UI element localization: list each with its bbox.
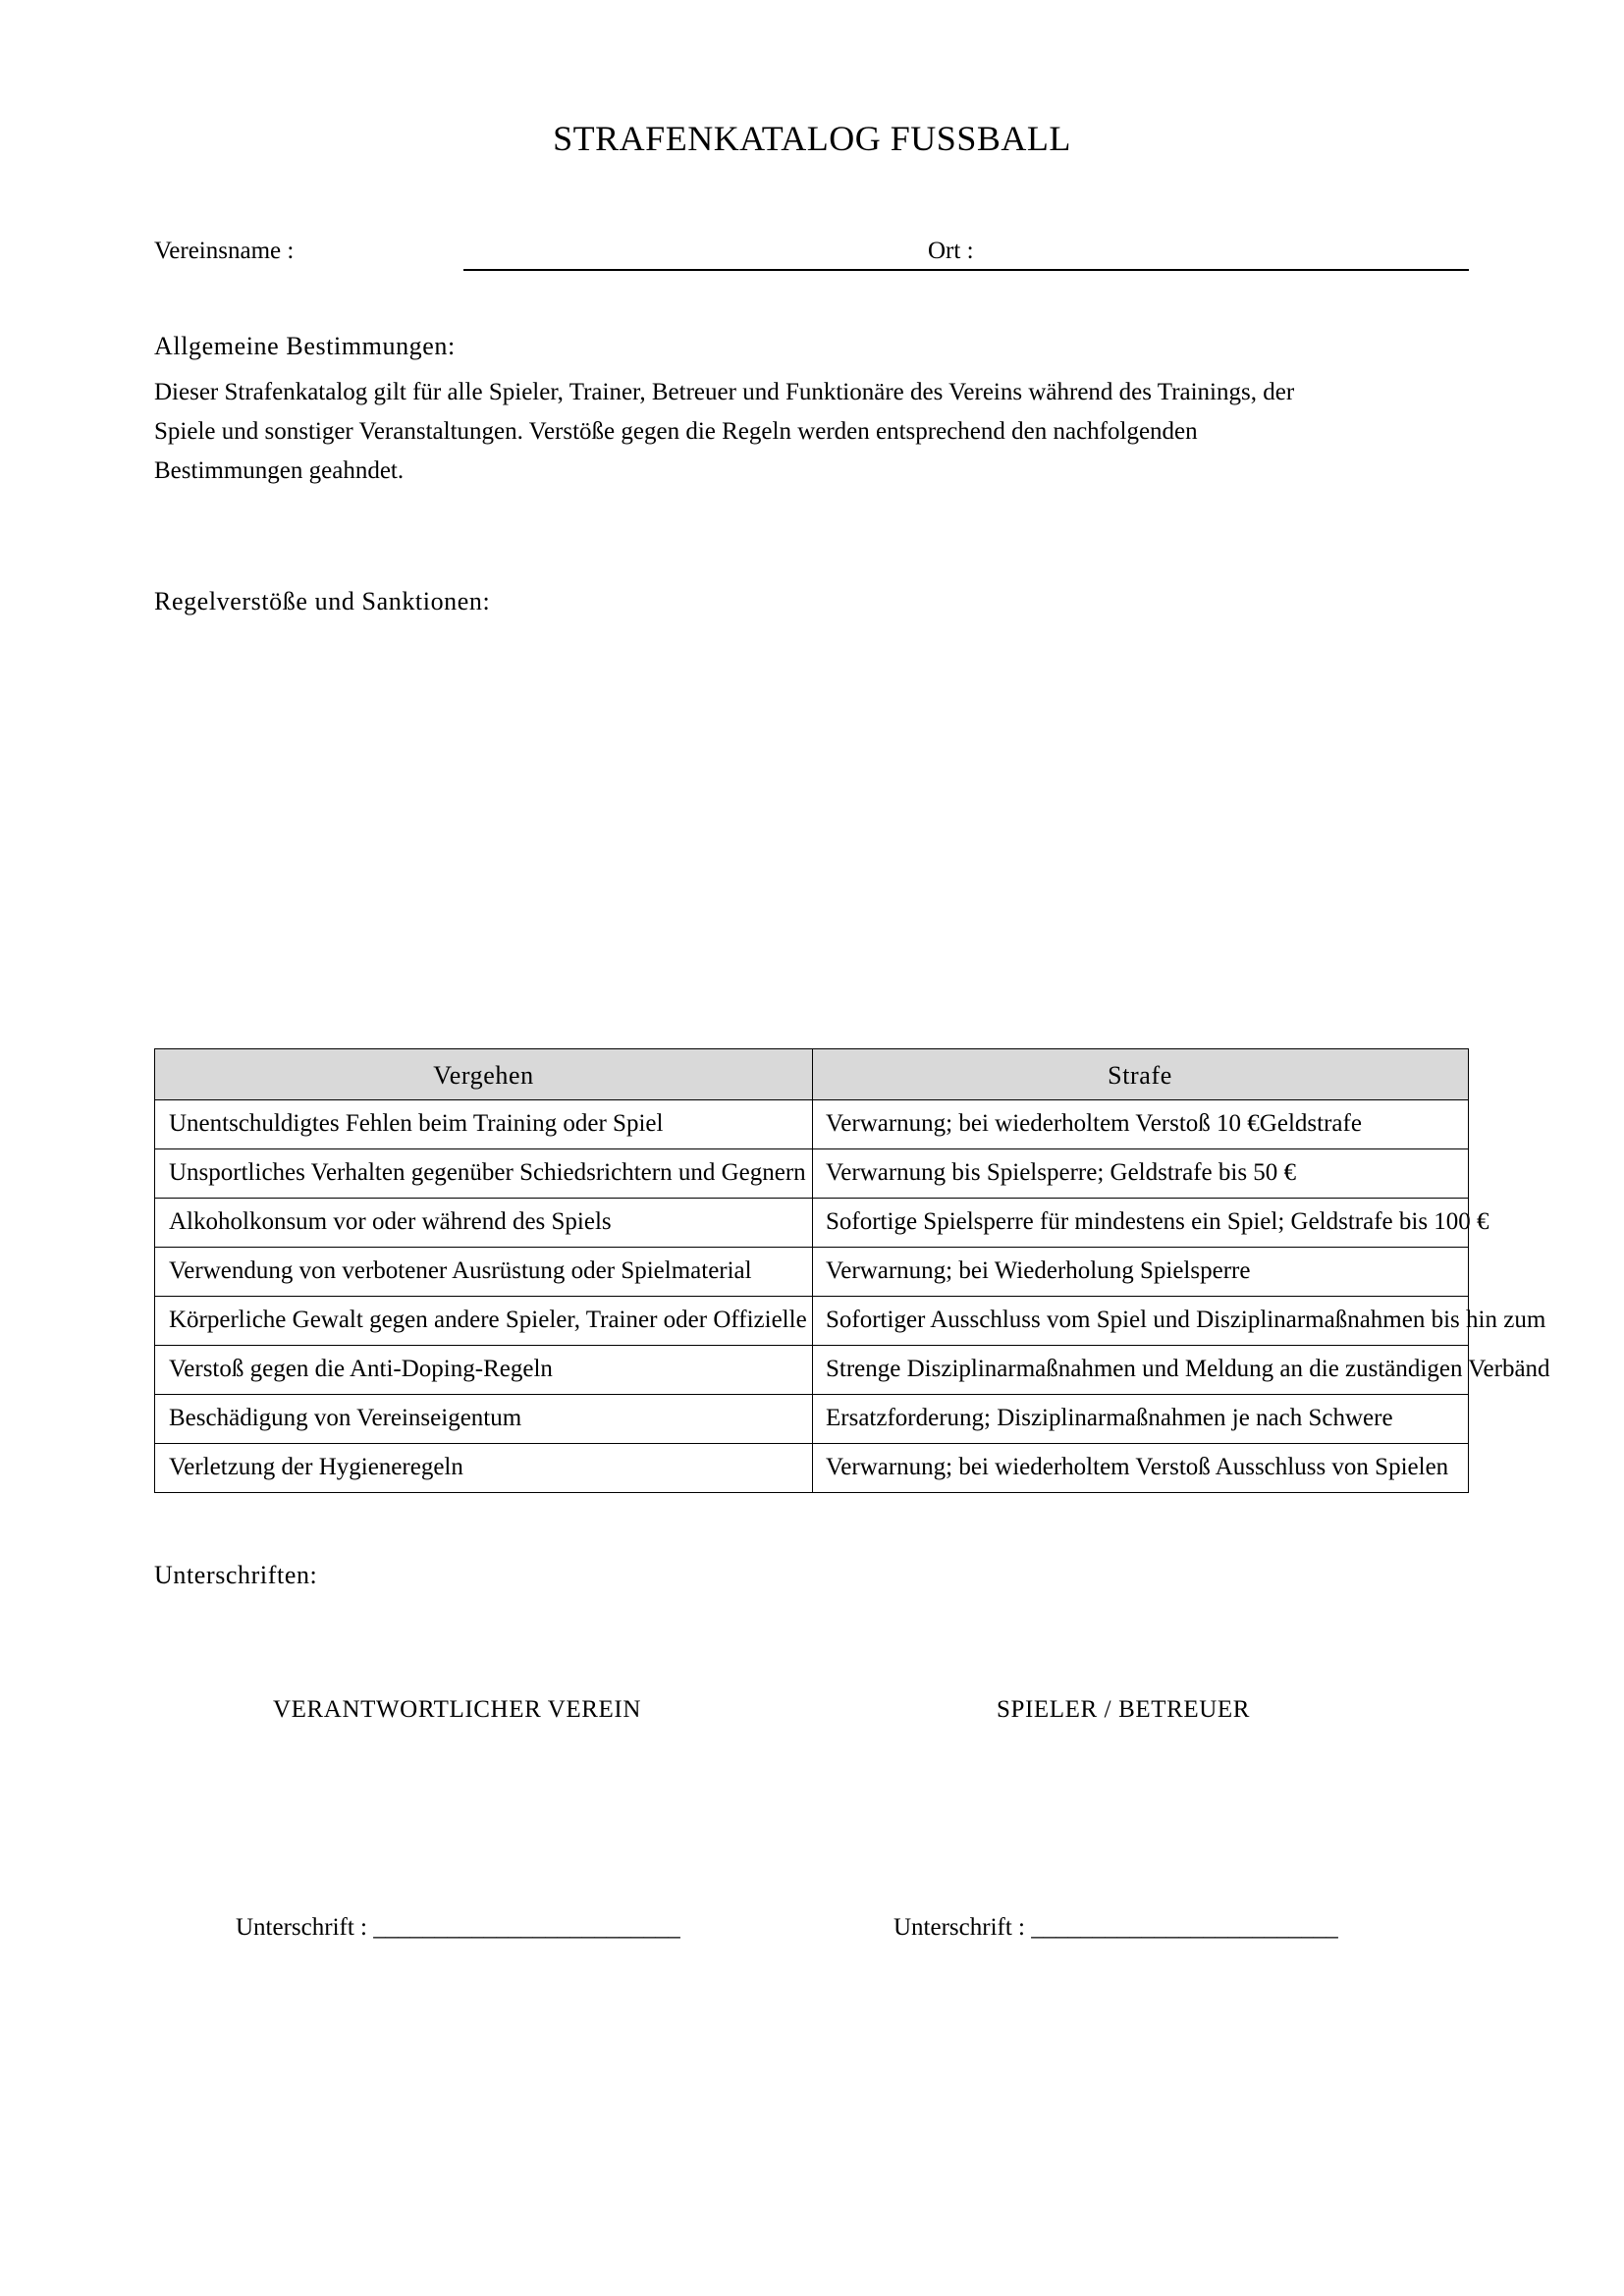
column-divider [812, 1149, 813, 1198]
general-provisions-heading: Allgemeine Bestimmungen: [154, 332, 456, 360]
club-name-label: Vereinsname : [154, 238, 295, 264]
table-row [155, 1345, 1550, 1394]
table-row [155, 1099, 1468, 1148]
signatures-heading: Unterschriften: [154, 1561, 318, 1589]
club-name-line[interactable] [463, 269, 1469, 271]
offense-cell: Beschädigung von Vereinseigentum [169, 1405, 522, 1431]
player-signature-title: SPIELER / BETREUER [997, 1696, 1251, 1723]
general-provisions-line: Dieser Strafenkatalog gilt für alle Spieler, Trainer, Betreuer und Funktionäre des Vereins während des Trainings, der [154, 379, 1295, 405]
table-row [155, 1198, 1489, 1247]
offense-cell: Alkoholkonsum vor oder während des Spiels [169, 1208, 612, 1235]
table-row [155, 1296, 1546, 1345]
general-provisions-text [154, 373, 1470, 491]
penalty-cell: Ersatzforderung; Disziplinarmaßnahmen je nach Schwere [826, 1405, 1393, 1431]
general-provisions-line: Spiele und sonstiger Veranstaltungen. Verstöße gegen die Regeln werden entsprechend den nachfolgenden [154, 418, 1198, 445]
header-offense: Vergehen [433, 1061, 534, 1090]
club-signature-line[interactable]: Unterschrift : _________________________ [236, 1914, 680, 1941]
document-title: STRAFENKATALOG FUSSBALL [553, 119, 1071, 158]
offense-cell: Unentschuldigtes Fehlen beim Training oder Spiel [169, 1110, 664, 1137]
column-divider [812, 1049, 813, 1099]
table-row [155, 1394, 1468, 1443]
penalty-cell: Sofortige Spielsperre für mindestens ein Spiel; Geldstrafe bis 100 € [826, 1208, 1489, 1235]
player-signature-line[interactable]: Unterschrift : _________________________ [893, 1914, 1338, 1941]
table-row [155, 1148, 1468, 1198]
penalty-cell: Verwarnung; bei Wiederholung Spielsperre [826, 1257, 1251, 1284]
penalty-cell: Sofortiger Ausschluss vom Spiel und Disziplinarmaßnahmen bis hin zum [826, 1307, 1546, 1333]
offense-cell: Verletzung der Hygieneregeln [169, 1454, 463, 1480]
penalty-cell: Verwarnung; bei wiederholtem Verstoß Ausschluss von Spielen [826, 1454, 1449, 1480]
general-provisions-line: Bestimmungen geahndet. [154, 457, 405, 484]
penalty-cell: Verwarnung; bei wiederholtem Verstoß 10 €Geldstrafe [826, 1110, 1362, 1137]
offense-cell: Verstoß gegen die Anti-Doping-Regeln [169, 1356, 553, 1382]
column-divider [812, 1248, 813, 1296]
club-signature-title: VERANTWORTLICHER VEREIN [273, 1696, 641, 1723]
penalty-cell: Verwarnung bis Spielsperre; Geldstrafe bis 50 € [826, 1159, 1297, 1186]
column-divider [812, 1444, 813, 1492]
table-row [155, 1247, 1468, 1296]
table-header-row [155, 1049, 1468, 1099]
penalty-cell: Strenge Disziplinarmaßnahmen und Meldung an die zuständigen Verbänd [826, 1356, 1550, 1382]
offense-cell: Unsportliches Verhalten gegenüber Schiedsrichtern und Gegnern [169, 1159, 806, 1186]
violations-heading: Regelverstöße und Sanktionen: [154, 587, 491, 615]
penalty-table [154, 1048, 1550, 1493]
table-row [155, 1443, 1468, 1492]
column-divider [812, 1346, 813, 1394]
offense-cell: Körperliche Gewalt gegen andere Spieler, Trainer oder Offizielle [169, 1307, 807, 1333]
offense-cell: Verwendung von verbotener Ausrüstung oder Spielmaterial [169, 1257, 752, 1284]
header-penalty: Strafe [1108, 1061, 1172, 1090]
column-divider [812, 1100, 813, 1148]
location-label: Ort : [928, 238, 974, 264]
column-divider [812, 1199, 813, 1247]
column-divider [812, 1297, 813, 1345]
column-divider [812, 1395, 813, 1443]
